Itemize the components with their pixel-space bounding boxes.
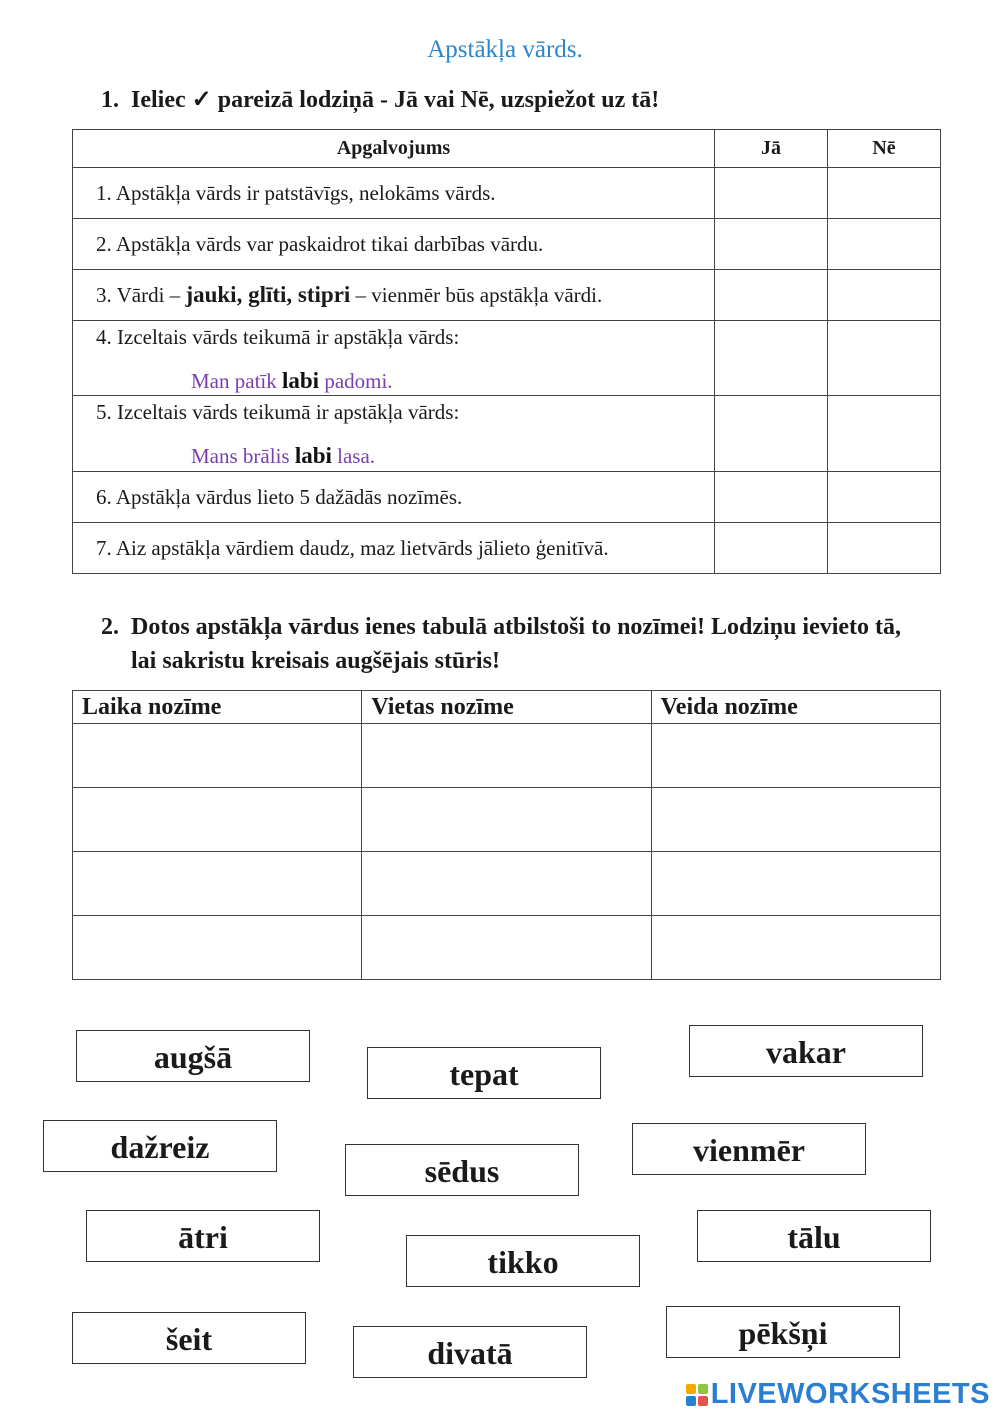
header-time: Laika nozīme: [73, 691, 362, 724]
drop-cell[interactable]: [651, 916, 940, 980]
no-checkbox[interactable]: [828, 472, 941, 523]
table-row: [73, 270, 941, 321]
drop-cell[interactable]: [362, 916, 651, 980]
drop-cell[interactable]: [362, 788, 651, 852]
drop-cell[interactable]: [651, 724, 940, 788]
statement-text: 2. Apstākļa vārds var paskaidrot tikai darbības vārdu.: [73, 219, 715, 270]
task2-instruction: [101, 610, 921, 680]
statement-suffix: – vienmēr būs apstākļa vārdi.: [350, 283, 603, 307]
drop-cell[interactable]: [73, 916, 362, 980]
table-row: [73, 321, 941, 396]
yes-checkbox[interactable]: [715, 523, 828, 574]
drop-cell[interactable]: [651, 852, 940, 916]
no-checkbox[interactable]: [828, 168, 941, 219]
statement-text: 1. Apstākļa vārds ir patstāvīgs, nelokāms vārds.: [73, 168, 715, 219]
drop-cell[interactable]: [73, 724, 362, 788]
liveworksheets-logo: [686, 1378, 990, 1411]
table-row: [73, 788, 941, 852]
word-card-talu[interactable]: tālu: [697, 1210, 931, 1262]
no-checkbox[interactable]: [828, 321, 941, 396]
statement-text: 7. Aiz apstākļa vārdiem daudz, maz lietvārds jālieto ģenitīvā.: [73, 523, 715, 574]
word-card-sedus[interactable]: sēdus: [345, 1144, 579, 1196]
statements-table: [72, 129, 941, 574]
example-sentence: [191, 443, 714, 469]
statement-line: 5. Izceltais vārds teikumā ir apstākļa vārds:: [96, 400, 460, 424]
drop-cell[interactable]: [362, 724, 651, 788]
highlighted-word: labi: [281, 368, 320, 393]
header-place: Vietas nozīme: [362, 691, 651, 724]
yes-checkbox[interactable]: [715, 219, 828, 270]
table-row: [73, 472, 941, 523]
drop-cell[interactable]: [362, 852, 651, 916]
sentence-before: Mans brālis: [191, 444, 295, 468]
logo-mark-icon: [686, 1384, 708, 1406]
statement-prefix: 3. Vārdi –: [96, 283, 186, 307]
word-card-tepat[interactable]: tepat: [367, 1047, 601, 1099]
sentence-after: padomi.: [319, 369, 393, 393]
drop-cell[interactable]: [73, 852, 362, 916]
yes-checkbox[interactable]: [715, 396, 828, 472]
sentence-before: Man patīk: [191, 369, 282, 393]
word-card-tikko[interactable]: tikko: [406, 1235, 640, 1287]
no-checkbox[interactable]: [828, 219, 941, 270]
word-card-vakar[interactable]: vakar: [689, 1025, 923, 1077]
table-row: [73, 523, 941, 574]
meaning-table: [72, 690, 941, 980]
yes-checkbox[interactable]: [715, 270, 828, 321]
header-statement: Apgalvojums: [73, 130, 715, 168]
yes-checkbox[interactable]: [715, 472, 828, 523]
word-card-dazreiz[interactable]: dažreiz: [43, 1120, 277, 1172]
statement-text: [73, 270, 715, 321]
no-checkbox[interactable]: [828, 523, 941, 574]
yes-checkbox[interactable]: [715, 168, 828, 219]
task2-text: Dotos apstākļa vārdus ienes tabulā atbilstoši to nozīmei! Lodziņu ievieto tā, lai sakristu kreisais augšējais stūris!: [131, 614, 902, 674]
statement-text: [73, 396, 715, 472]
header-manner: Veida nozīme: [651, 691, 940, 724]
page-title: Apstākļa vārds.: [427, 36, 583, 63]
header-no: Nē: [828, 130, 941, 168]
no-checkbox[interactable]: [828, 396, 941, 472]
table-row: [73, 852, 941, 916]
table-row: [73, 168, 941, 219]
drop-cell[interactable]: [651, 788, 940, 852]
table-header-row: [73, 130, 941, 168]
word-card-atri[interactable]: ātri: [86, 1210, 320, 1262]
statement-bold-words: jauki, glīti, stipri: [185, 282, 351, 307]
task1-number: 1.: [101, 87, 119, 113]
task1-text: Ieliec ✓ pareizā lodziņā - Jā vai Nē, uzspiežot uz tā!: [131, 87, 660, 113]
word-card-peksni[interactable]: pēkšņi: [666, 1306, 900, 1358]
sentence-after: lasa.: [331, 444, 376, 468]
header-yes: Jā: [715, 130, 828, 168]
statement-line: 4. Izceltais vārds teikumā ir apstākļa vārds:: [96, 325, 460, 349]
statement-text: [73, 321, 715, 396]
table-row: [73, 724, 941, 788]
task1-instruction: [101, 83, 921, 117]
statement-text: 6. Apstākļa vārdus lieto 5 dažādās nozīmēs.: [73, 472, 715, 523]
brand-text: LIVEWORKSHEETS: [710, 1378, 990, 1410]
table-row: [73, 219, 941, 270]
word-card-divata[interactable]: divatā: [353, 1326, 587, 1378]
example-sentence: [191, 368, 714, 394]
task2-number: 2.: [101, 614, 119, 640]
no-checkbox[interactable]: [828, 270, 941, 321]
word-card-augsa[interactable]: augšā: [76, 1030, 310, 1082]
drop-cell[interactable]: [73, 788, 362, 852]
table-header-row: [73, 691, 941, 724]
table-row: [73, 916, 941, 980]
word-card-seit[interactable]: šeit: [72, 1312, 306, 1364]
yes-checkbox[interactable]: [715, 321, 828, 396]
word-card-vienmer[interactable]: vienmēr: [632, 1123, 866, 1175]
highlighted-word: labi: [294, 443, 332, 468]
table-row: [73, 396, 941, 472]
